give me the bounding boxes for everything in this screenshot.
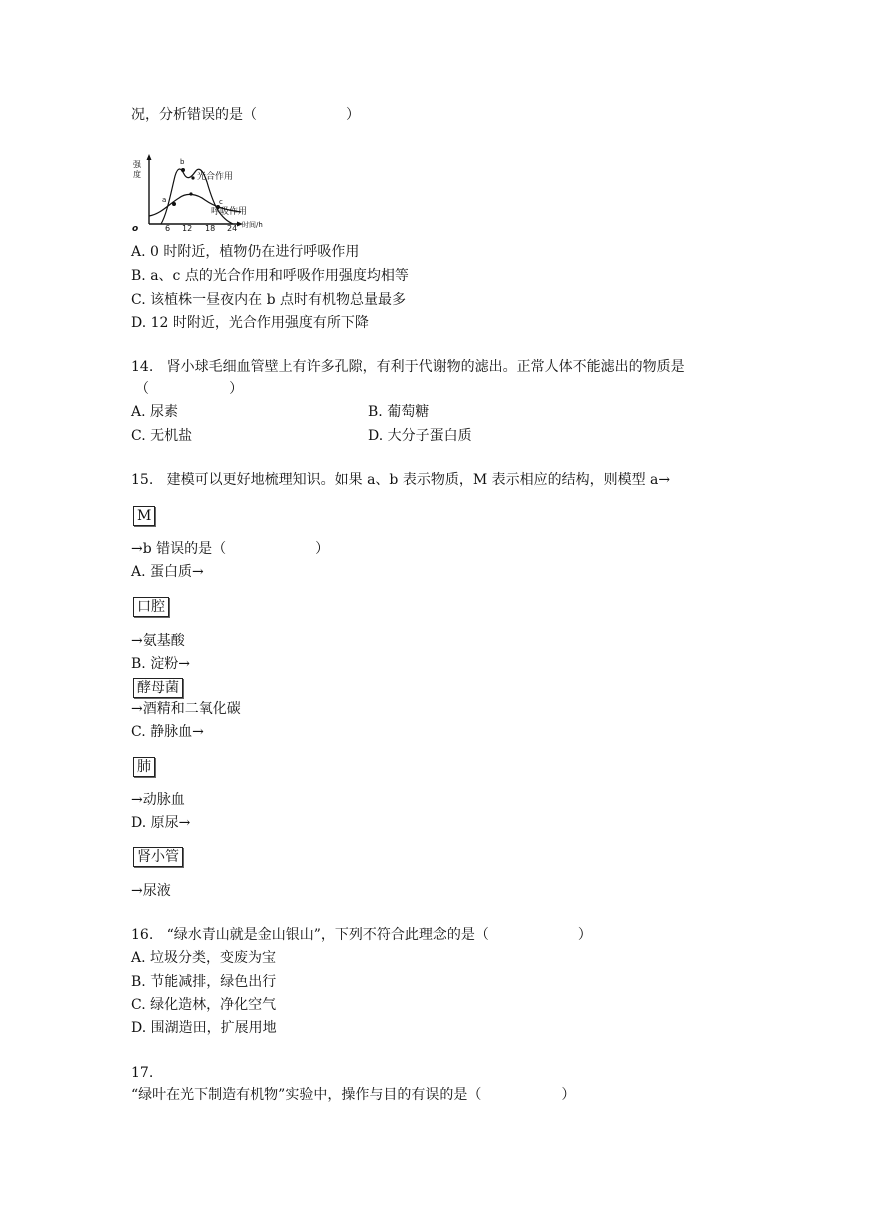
y-axis-arrow bbox=[147, 154, 152, 160]
q14-option-a: A. 尿素 bbox=[131, 404, 179, 420]
q13-stem-tail: 况，分析错误的是（ ） bbox=[131, 107, 361, 123]
resp-peak-dot bbox=[189, 192, 192, 195]
x-axis-label: 时间/h bbox=[242, 221, 263, 229]
q15-option-d-end: →尿液 bbox=[131, 883, 171, 899]
q16-option-d: D. 围湖造田，扩展用地 bbox=[131, 1020, 277, 1036]
q15-option-b-start: B. 淀粉→ bbox=[131, 656, 190, 672]
q15-option-d-start: D. 原尿→ bbox=[131, 815, 191, 831]
q16-option-c: C. 绿化造林，净化空气 bbox=[131, 997, 277, 1013]
q15-option-b-end: →酒精和二氧化碳 bbox=[131, 701, 241, 717]
x-tick-6: 6 bbox=[165, 224, 171, 233]
q15-option-a-start: A. 蛋白质→ bbox=[131, 564, 204, 580]
q15-option-c-box: 肺 bbox=[133, 757, 155, 777]
point-b-label: b bbox=[180, 158, 185, 166]
q15-option-a-box: 口腔 bbox=[133, 597, 169, 617]
point-a-dot bbox=[172, 202, 176, 206]
q15-stem: 15. 建模可以更好地梳理知识。如果 a、b 表示物质，M 表示相应的结构，则模型 a→ bbox=[131, 472, 671, 488]
q15-option-a-end: →氨基酸 bbox=[131, 633, 185, 649]
series-photosynthesis-label: 光合作用 bbox=[197, 172, 234, 182]
q17-stem: “绿叶在光下制造有机物”实验中，操作与目的有误的是（ ） bbox=[131, 1087, 576, 1103]
photo-midday-dot bbox=[191, 176, 194, 179]
q14-option-c: C. 无机盐 bbox=[131, 428, 193, 444]
q15-option-c-start: C. 静脉血→ bbox=[131, 724, 204, 740]
x-tick-18: 18 bbox=[205, 224, 216, 233]
q13-option-b: B. a、c 点的光合作用和呼吸作用强度均相等 bbox=[131, 268, 409, 284]
series-respiration-label: 呼吸作用 bbox=[211, 207, 248, 217]
q17-number: 17. bbox=[131, 1065, 154, 1081]
point-b-dot bbox=[181, 168, 185, 172]
q15-model-box: M bbox=[133, 506, 155, 526]
q14-option-d: D. 大分子蛋白质 bbox=[368, 428, 472, 444]
q15-option-b-box: 酵母菌 bbox=[133, 678, 183, 698]
q15-option-d-box: 肾小管 bbox=[133, 847, 183, 867]
q13-option-c: C. 该植株一昼夜内在 b 点时有机物总量最多 bbox=[131, 292, 406, 308]
photosynthesis-respiration-graph bbox=[131, 152, 263, 234]
q14-stem: 14. 肾小球毛细血管壁上有许多孔隙，有利于代谢物的滤出。正常人体不能滤出的物质是 bbox=[131, 359, 685, 375]
q14-stem-cont: （ ） bbox=[135, 381, 244, 397]
q15-stem-end: →b 错误的是（ ） bbox=[131, 541, 330, 557]
q13-option-a: A. 0 时附近，植物仍在进行呼吸作用 bbox=[131, 244, 360, 260]
q16-stem: 16. “绿水青山就是金山银山”，下列不符合此理念的是（ ） bbox=[131, 927, 592, 943]
q15-option-c-end: →动脉血 bbox=[131, 792, 185, 808]
x-tick-24: 24 bbox=[227, 224, 238, 233]
y-label-bottom: 度 bbox=[133, 170, 141, 179]
origin-label: o bbox=[132, 224, 139, 234]
q16-option-a: A. 垃圾分类，变废为宝 bbox=[131, 950, 277, 966]
x-tick-12: 12 bbox=[182, 224, 193, 233]
point-a-label: a bbox=[162, 196, 167, 204]
point-c-label: c bbox=[219, 198, 223, 206]
q16-option-b: B. 节能减排，绿色出行 bbox=[131, 974, 277, 990]
q13-option-d: D. 12 时附近，光合作用强度有所下降 bbox=[131, 315, 369, 331]
y-label-top: 强 bbox=[133, 160, 141, 169]
q14-option-b: B. 葡萄糖 bbox=[368, 404, 430, 420]
